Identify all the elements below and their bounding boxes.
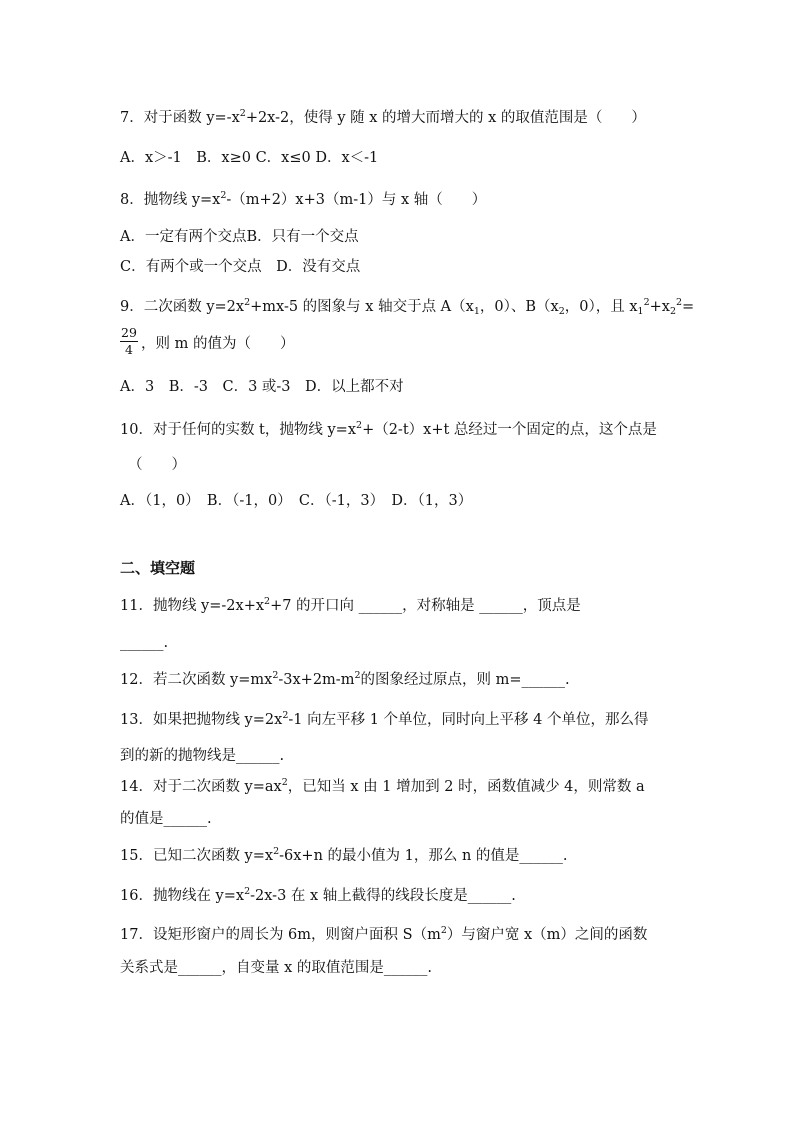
question-17-stem-2: 关系式是______，自变量 x 的取值范围是______. <box>120 960 433 976</box>
question-11-stem: 11．抛物线 $y=-2x+x^2+7$ 的开口向 ______，对称轴是 ______，顶点是 <box>120 596 581 614</box>
question-9-options: A．3 B．-3 C．3 或-3 D．以上都不对 <box>120 379 404 395</box>
question-8-options-1: A．一定有两个交点B．只有一个交点 <box>120 229 359 245</box>
question-9-stem: 9．二次函数 $y=2x^2+mx-5$ 的图象与 x 轴交于点 $A(x_1$，0）、$B(x_2$，0），且 $x_1^2+x_2^2=$ <box>120 297 695 317</box>
section-heading-fill-in: 二、填空题 <box>120 559 196 577</box>
question-10-stem: 10．对于任何的实数 t，抛物线 $y=x^2+(2-t)x+t$ 总经过一个固定的点，这个点是 <box>120 420 657 438</box>
fraction-29-over-4: $\frac{29}{4}$ <box>121 325 137 357</box>
question-14-stem-2: 的值是______. <box>120 811 212 827</box>
question-10-options: A．（1，0） B．（-1，0） C．（-1，3） D．（1，3） <box>120 493 473 509</box>
question-15-stem: 15．已知二次函数 $y=x^2-6x+n$ 的最小值为 1，那么 n 的值是______. <box>120 846 568 864</box>
question-7-options: A．x＞-1 B．x≥0 C．x≤0 D．x＜-1 <box>120 150 379 166</box>
question-10-paren: （ ） <box>128 457 186 473</box>
question-14-stem: 14．对于二次函数 $y=ax^2$，已知当 x 由 1 增加到 2 时，函数值减少 4，则常数 a <box>120 777 645 795</box>
question-17-stem: 17．设矩形窗户的周长为 6m，则窗户面积 $S(m^2)$与窗户宽 x（m）之间的函数 <box>120 925 648 943</box>
question-16-stem: 16．抛物线在 $y=x^2-2x-3$ 在 x 轴上截得的线段长度是______. <box>120 886 516 904</box>
question-9-stem-end: ，则 m 的值为（ ） <box>141 336 295 352</box>
question-13-stem: 13．如果把抛物线 $y=2x^2-1$ 向左平移 1 个单位，同时向上平移 4 个单位，那么得 <box>120 710 649 728</box>
question-8-options-2: C．有两个或一个交点 D．没有交点 <box>120 259 361 275</box>
question-13-stem-2: 到的新的抛物线是______. <box>120 748 285 764</box>
question-8-stem: 8．抛物线 $y=x^2-(m+2)x+3(m-1)$与 x 轴（ ） <box>120 190 487 208</box>
question-12-stem: 12．若二次函数 $y=mx^2-3x+2m-m^2$的图象经过原点，则 m=______. <box>120 670 570 688</box>
question-7-stem: 7．对于函数 $y=-x^2+2x-2$，使得 y 随 x 的增大而增大的 x 的取值范围是（ ） <box>120 108 646 126</box>
question-11-blank: ______. <box>120 635 169 651</box>
